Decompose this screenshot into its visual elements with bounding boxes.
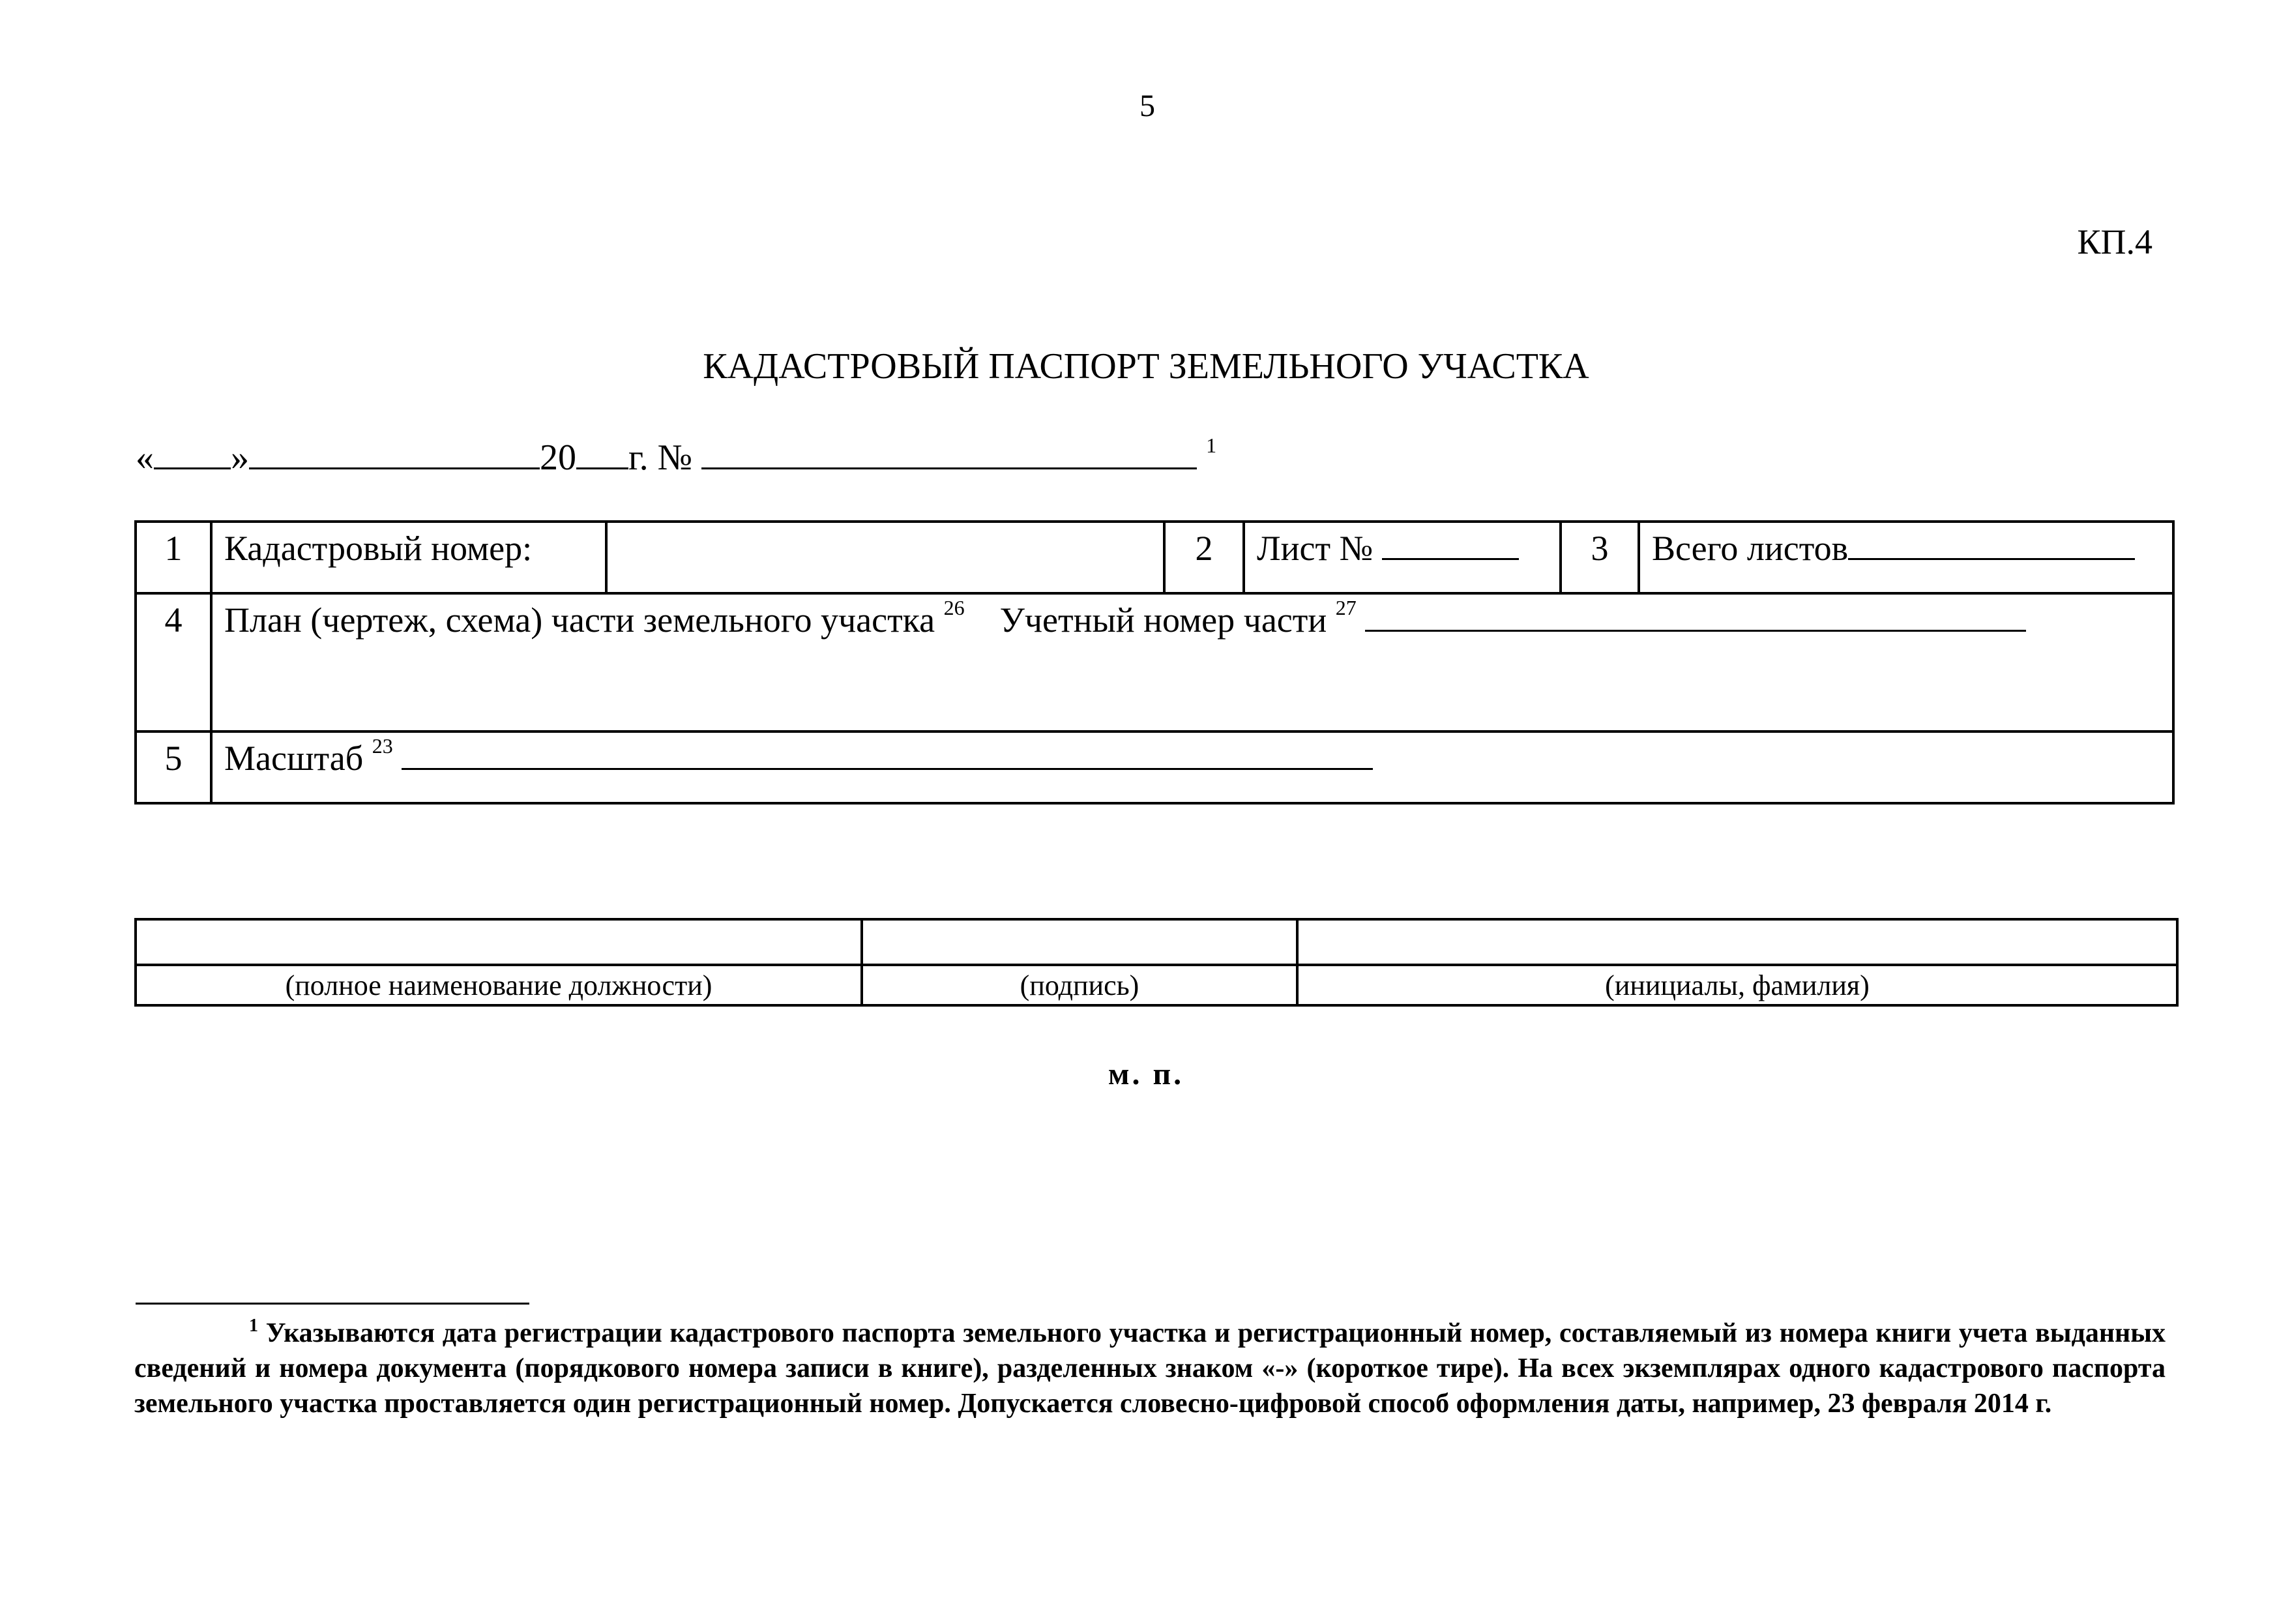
- signature-field[interactable]: [862, 919, 1297, 965]
- plan-cell: [211, 593, 2173, 731]
- name-field[interactable]: [1297, 919, 2177, 965]
- year-field[interactable]: [576, 434, 628, 469]
- position-field[interactable]: [136, 919, 862, 965]
- footnote-ref: 27: [1335, 596, 1357, 619]
- year-suffix: г. №: [628, 437, 693, 478]
- close-quote: »: [231, 437, 249, 478]
- cadastral-number-field[interactable]: [606, 522, 1164, 593]
- position-caption: (полное наименование должности): [136, 965, 862, 1005]
- sheet-number-field[interactable]: [1382, 529, 1519, 560]
- stamp-place: м. п.: [1108, 1057, 1184, 1091]
- total-sheets-cell: [1639, 522, 2173, 593]
- signature-caption: (подпись): [862, 965, 1297, 1005]
- table-row: [136, 965, 2177, 1005]
- passport-table: [134, 520, 2175, 805]
- form-code: КП.4: [2077, 222, 2152, 261]
- footnote: [134, 1316, 2166, 1421]
- table-row: [136, 522, 2173, 593]
- document-title: КАДАСТРОВЫЙ ПАСПОРТ ЗЕМЕЛЬНОГО УЧАСТКА: [703, 346, 1589, 387]
- cadastral-number-label: Кадастровый номер:: [211, 522, 606, 593]
- registration-number-field[interactable]: [701, 434, 1197, 469]
- footnote-ref: 1: [1206, 434, 1217, 457]
- sheet-number-label: Лист №: [1257, 529, 1374, 568]
- footnote-ref: 23: [372, 734, 393, 758]
- scale-label: Масштаб: [224, 739, 364, 778]
- sheet-number-cell: [1244, 522, 1561, 593]
- plan-label: План (чертеж, схема) части земельного участка: [224, 600, 935, 640]
- part-number-field[interactable]: [1365, 601, 2026, 632]
- name-caption: (инициалы, фамилия): [1297, 965, 2177, 1005]
- row-number: 2: [1164, 522, 1244, 593]
- footnote-ref: 26: [943, 596, 965, 619]
- table-row: [136, 919, 2177, 965]
- table-row: [136, 593, 2173, 731]
- open-quote: «: [136, 437, 154, 478]
- month-field[interactable]: [249, 434, 540, 469]
- row-number: 3: [1561, 522, 1639, 593]
- signature-table: [134, 918, 2179, 1007]
- table-row: [136, 731, 2173, 803]
- footnote-number: 1: [249, 1316, 258, 1336]
- row-number: 4: [136, 593, 211, 731]
- year-prefix: 20: [540, 437, 576, 478]
- day-field[interactable]: [154, 434, 231, 469]
- total-sheets-field[interactable]: [1848, 529, 2135, 560]
- scale-field[interactable]: [402, 739, 1373, 770]
- row-number: 5: [136, 731, 211, 803]
- date-number-line: [136, 434, 1216, 479]
- scale-cell: [211, 731, 2173, 803]
- total-sheets-label: Всего листов: [1652, 529, 1849, 568]
- row-number: 1: [136, 522, 211, 593]
- footnote-divider: [136, 1303, 529, 1305]
- footnote-text: Указываются дата регистрации кадастрового паспорта земельного участка и регистрационный номер, составляемый из номера книги учета выданных сведений и номера документа (порядкового номера записи в книге), разделенных знаком «-» (короткое тире). На всех экземплярах одного кадастрового паспорта земельного участка проставляется один регистрационный номер. Допускается словесно-цифровой способ оформления даты, например, 23 февраля 2014 г.: [134, 1318, 2166, 1419]
- page-number: 5: [1139, 89, 1155, 123]
- part-number-label: Учетный номер части: [999, 600, 1327, 640]
